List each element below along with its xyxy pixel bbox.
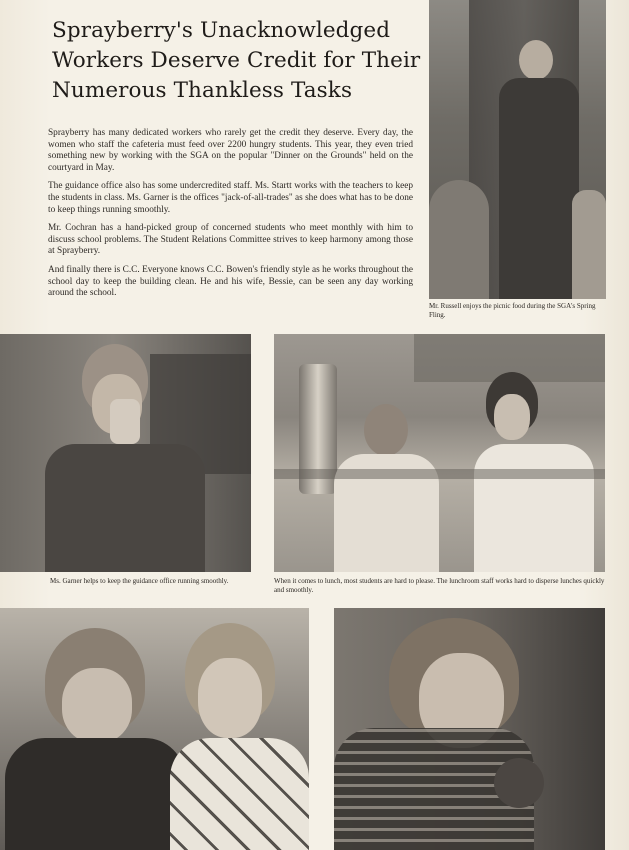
article-paragraph-3: Mr. Cochran has a hand-picked group of concerned students who meet monthly with him to discuss school problems. The Student Relations Committee strives to keep harmony among those at Sprayberry. xyxy=(48,223,413,257)
caption-ms-garner: Ms. Garner helps to keep the guidance office running smoothly. xyxy=(50,577,229,585)
photo-students-laughing xyxy=(0,608,309,850)
article-headline xyxy=(52,16,422,106)
article-paragraph-1: Sprayberry has many dedicated workers who rarely get the credit they deserve. Every day, the women who staff the cafeteria must feed over 2200 hungry students. This year, they even tried something new by working with the SGA on the popular "Dinner on the Grounds" held on the courtyard in May. xyxy=(48,128,413,173)
headline-line-1: Sprayberry's Unacknowledged xyxy=(52,18,391,43)
photo-lunchroom-staff xyxy=(274,334,605,572)
article-body xyxy=(48,128,413,307)
headline-line-2: Workers Deserve Credit for Their xyxy=(52,48,421,73)
article-paragraph-4: And finally there is C.C. Everyone knows C.C. Bowen's friendly style as he works throughout the school day to keep the building clean. He and his wife, Bessie, can be seen any day working around the school. xyxy=(48,264,413,299)
caption-lunchroom-staff: When it comes to lunch, most students are hard to please. The lunchroom staff works hard to disperse lunches quickly and smoothly. xyxy=(274,577,605,594)
article-paragraph-2: The guidance office also has some undercredited staff. Ms. Startt works with the teachers to keep the students in class. Ms. Garner is the offices "jack-of-all-trades" as she does what has to be done to keep things running smoothly. xyxy=(48,181,413,215)
caption-mr-russell: Mr. Russell enjoys the picnic food during the SGA's Spring Fling. xyxy=(429,302,596,319)
photo-ms-garner-phone xyxy=(0,334,251,572)
photo-mr-russell-picnic xyxy=(429,0,606,299)
headline-line-3: Numerous Thankless Tasks xyxy=(52,78,353,103)
photo-student-eating xyxy=(334,608,605,850)
